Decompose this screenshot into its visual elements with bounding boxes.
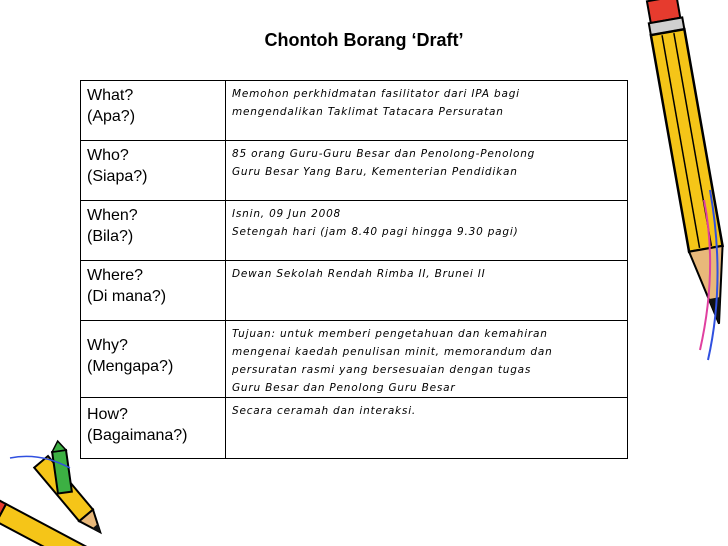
answer-line: Tujuan: untuk memberi pengetahuan dan kemahiran — [232, 328, 548, 340]
question-en: What? — [87, 87, 134, 104]
answer-line: Setengah hari (jam 8.40 pagi hingga 9.30 pagi) — [232, 226, 519, 238]
answer-line: Guru Besar dan Penolong Guru Besar — [232, 382, 456, 394]
answer-cell — [226, 81, 628, 141]
table-row — [81, 141, 628, 201]
question-en: Where? — [87, 267, 144, 284]
question-cell — [81, 321, 226, 398]
question-ms: (Siapa?) — [87, 168, 148, 185]
table-row — [81, 261, 628, 321]
answer-line: Dewan Sekolah Rendah Rimba II, Brunei II — [232, 268, 486, 280]
question-ms: (Di mana?) — [87, 288, 167, 305]
question-ms: (Apa?) — [87, 108, 136, 125]
table-row — [81, 398, 628, 459]
answer-line: Guru Besar Yang Baru, Kementerian Pendidikan — [232, 166, 518, 178]
question-cell — [81, 141, 226, 201]
table-row — [81, 321, 628, 398]
answer-cell — [226, 201, 628, 261]
question-cell — [81, 81, 226, 141]
question-en: Why? — [87, 337, 128, 354]
answer-cell — [226, 398, 628, 459]
question-en: How? — [87, 406, 128, 423]
answer-line: mengendalikan Taklimat Tatacara Persuratan — [232, 106, 504, 118]
answer-line: Isnin, 09 Jun 2008 — [232, 208, 342, 220]
answer-line: 85 orang Guru-Guru Besar dan Penolong-Penolong — [232, 148, 536, 160]
question-en: Who? — [87, 147, 129, 164]
answer-line: Secara ceramah dan interaksi. — [232, 405, 417, 417]
answer-line: Memohon perkhidmatan fasilitator dari IPA bagi — [232, 88, 520, 100]
question-ms: (Bagaimana?) — [87, 427, 188, 444]
answer-line: persuratan rasmi yang bersesuaian dengan tugas — [232, 364, 532, 376]
question-ms: (Bila?) — [87, 228, 134, 245]
table-row — [81, 201, 628, 261]
question-cell — [81, 201, 226, 261]
answer-line: mengenai kaedah penulisan minit, memorandum dan — [232, 346, 553, 358]
page-title: Chontoh Borang ‘Draft’ — [264, 30, 464, 50]
answer-cell — [226, 141, 628, 201]
question-en: When? — [87, 207, 138, 224]
crayons-icon — [0, 438, 150, 546]
question-ms: (Mengapa?) — [87, 358, 174, 375]
answer-cell — [226, 321, 628, 398]
answer-cell — [226, 261, 628, 321]
pencil-icon — [608, 0, 728, 386]
draft-form-table — [80, 80, 628, 459]
table-row — [81, 81, 628, 141]
question-cell — [81, 261, 226, 321]
